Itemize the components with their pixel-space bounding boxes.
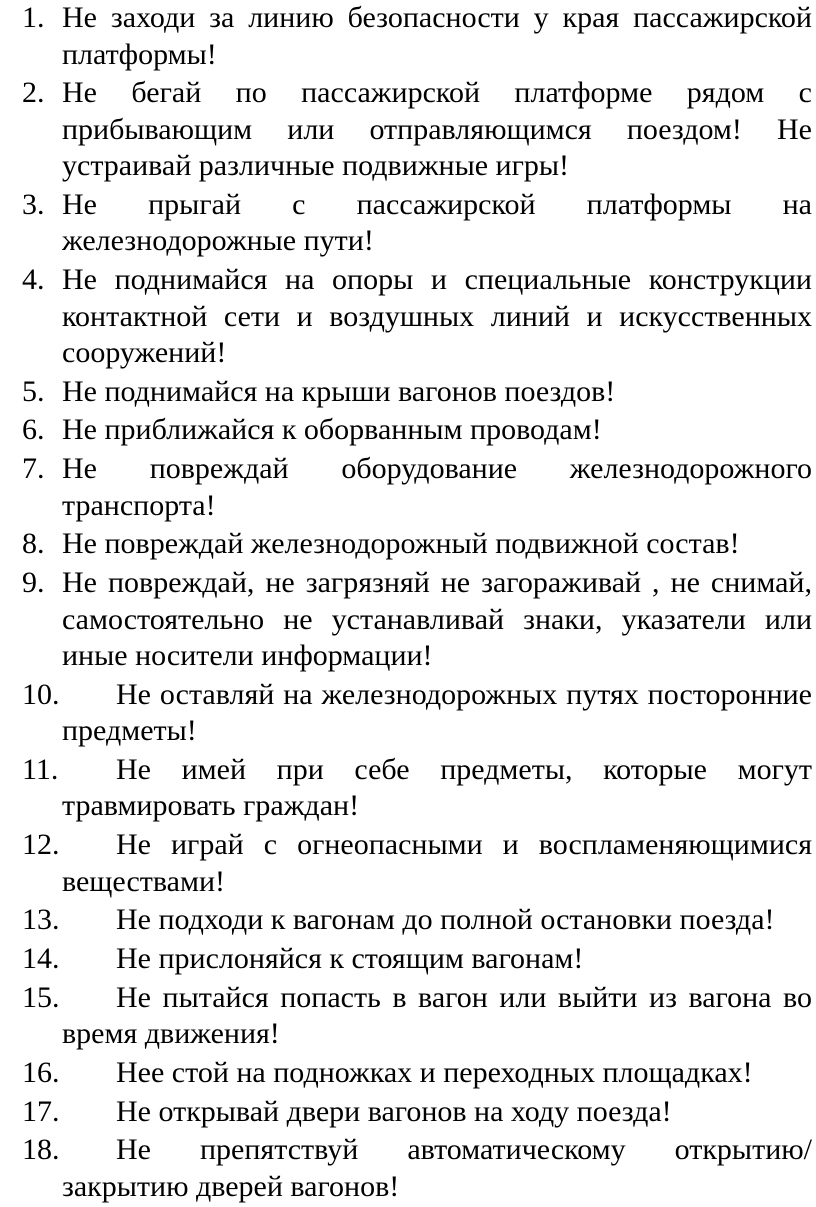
list-item [0, 902, 816, 939]
item-text: Не прыгай с пассажирской платформы на железнодорожные пути! [62, 187, 812, 258]
item-number: 6. [22, 413, 45, 447]
item-number: 11. [22, 752, 59, 786]
item-text: Не подходи к вагонам до полной остановки поезда! [116, 903, 775, 937]
item-number: 3. [22, 187, 45, 221]
list-item [0, 1055, 816, 1092]
item-number: 9. [22, 566, 45, 599]
item-number: 13. [22, 903, 60, 937]
list-item [0, 0, 816, 73]
list-item [0, 980, 816, 1053]
list-item [0, 412, 816, 449]
item-number: 4. [22, 263, 45, 297]
list-item [0, 677, 816, 750]
item-text: Не поднимайся на опоры и специальные конструкции контактной сети и воздушных линий и искусственных сооружений! [62, 263, 812, 370]
item-text: Не поднимайся на крыши вагонов поездов! [62, 374, 616, 408]
item-number: 2. [22, 76, 45, 110]
list-item [0, 827, 816, 900]
item-text: Нее стой на подножках и переходных площадках! [116, 1055, 753, 1089]
list-item [0, 374, 816, 411]
item-number: 1. [22, 1, 45, 34]
item-text: Не открывай двери вагонов на ходу поезда! [116, 1094, 672, 1128]
list-item [0, 941, 816, 978]
item-text: Не приближайся к оборванным проводам! [62, 413, 602, 447]
list-item [0, 1132, 816, 1205]
item-text: Не играй с огнеопасными и воспламеняющимися веществами! [62, 828, 812, 898]
item-number: 16. [22, 1055, 60, 1089]
list-item [0, 526, 816, 563]
list-item [0, 451, 816, 524]
item-text: Не оставляй на железнодорожных путях посторонние предметы! [62, 677, 812, 748]
item-number: 7. [22, 452, 45, 486]
item-text: Не препятствуй автоматическому открытию/закрытию дверей вагонов! [62, 1133, 812, 1203]
list-item [0, 565, 816, 675]
list-item [0, 1094, 816, 1131]
item-number: 10. [22, 677, 60, 711]
item-text: Не заходи за линию безопасности у края пассажирской платформы! [62, 1, 812, 71]
item-text: Не пытайся попасть в вагон или выйти из вагона во время движения! [62, 980, 812, 1051]
item-number: 18. [22, 1133, 60, 1167]
item-text: Не прислоняйся к стоящим вагонам! [116, 941, 584, 975]
item-number: 14. [22, 941, 60, 975]
item-number: 15. [22, 980, 60, 1014]
item-text: Не повреждай, не загрязняй не загораживай , не снимай, самостоятельно не устанавливай знаки, указатели или иные носители информации! [62, 566, 812, 672]
item-number: 12. [22, 828, 60, 862]
item-text: Не бегай по пассажирской платформе рядом с прибывающим или отправляющимся поездом! Не устраивай различные подвижные игры! [62, 76, 812, 183]
item-number: 17. [22, 1094, 60, 1128]
item-text: Не имей при себе предметы, которые могут травмировать граждан! [62, 752, 812, 823]
item-text: Не повреждай оборудование железнодорожного транспорта! [62, 452, 812, 522]
item-number: 8. [22, 527, 45, 561]
item-text: Не повреждай железнодорожный подвижной состав! [62, 527, 740, 561]
list-item [0, 75, 816, 185]
list-item [0, 187, 816, 260]
list-item [0, 752, 816, 825]
list-item [0, 262, 816, 372]
item-number: 5. [22, 374, 45, 408]
